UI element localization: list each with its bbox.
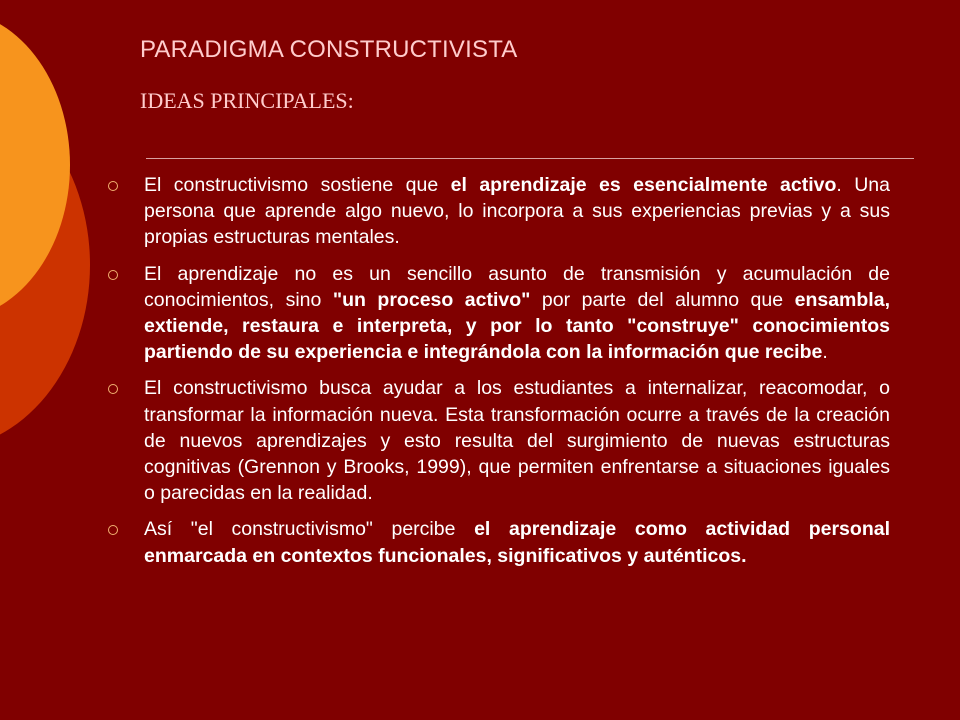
circle-bullet-icon [108, 525, 118, 535]
bullet-segment: . [822, 341, 828, 364]
bullet-text [144, 377, 890, 504]
bullet-segment: . Una persona que aprende algo nuevo, lo incorpora a sus experiencias previas y a sus propias estructuras mentales. [144, 174, 891, 249]
bullet-segment-bold: "un proceso activo" [332, 288, 531, 311]
bullet-segment: Así "el constructivismo" percibe [144, 518, 475, 541]
slide-subtitle: IDEAS PRINCIPALES: [140, 88, 354, 113]
bullet-item [100, 261, 890, 366]
bullet-segment-bold: ensambla, extiende, restaura e interpreta, y por lo tanto "construye" conocimientos partiendo de su experiencia e integrándola con la información que recibe [144, 288, 890, 364]
bullet-text [144, 174, 890, 248]
circle-bullet-icon [108, 270, 118, 280]
bullet-item [100, 375, 890, 506]
bullet-segment: por parte del alumno que [530, 288, 795, 311]
bullet-segment-bold: el aprendizaje es esencialmente activo [450, 174, 837, 196]
bullet-text [144, 518, 890, 566]
bullet-segment: El constructivismo sostiene que [144, 174, 451, 196]
bullet-segment: El constructivismo busca ayudar a los estudiantes a internalizar, reacomodar, o transformar la información nueva. Esta transformación ocurre a través de la creación de nuevos aprendizajes y esto resulta del surgimiento de nuevas estructuras cognitivas (Grennon y Brooks, 1999), que permiten enfrentarse a situaciones iguales o parecidas en la realidad. [144, 377, 890, 505]
bullet-list [100, 172, 890, 579]
circle-bullet-icon [108, 181, 118, 191]
circle-bullet-icon [108, 384, 118, 394]
bullet-item [100, 516, 890, 568]
bullet-item [100, 172, 890, 251]
bullet-segment-bold: el aprendizaje como actividad personal enmarcada en contextos funcionales, significativos y auténticos. [144, 518, 890, 567]
slide-title: PARADIGMA CONSTRUCTIVISTA [140, 36, 518, 63]
title-divider [146, 158, 914, 159]
bullet-text [144, 263, 890, 364]
bullet-segment: El aprendizaje no es un sencillo asunto de transmisión y acumulación de conocimientos, sino [144, 262, 890, 311]
